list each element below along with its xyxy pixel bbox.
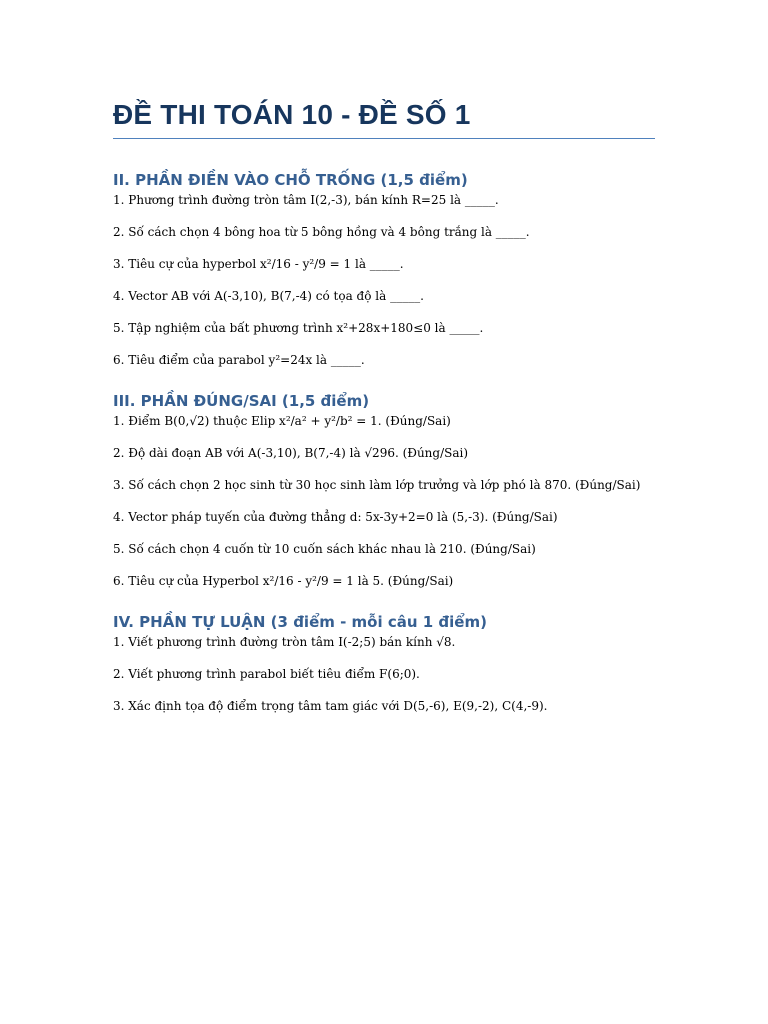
section-essay (113, 611, 655, 715)
question-item: 1. Viết phương trình đường tròn tâm I(-2;5) bán kính √8. (113, 635, 456, 649)
document-title: ĐỀ THI TOÁN 10 - ĐỀ SỐ 1 (113, 96, 655, 139)
section-fill-in-blank (113, 169, 655, 369)
question-item: 3. Tiêu cự của hyperbol x²/16 - y²/9 = 1 là _____. (113, 257, 404, 271)
question-item: 6. Tiêu điểm của parabol y²=24x là _____. (113, 353, 365, 367)
question-item: 1. Phương trình đường tròn tâm I(2,-3), bán kính R=25 là _____. (113, 193, 499, 207)
section-heading: II. PHẦN ĐIỀN VÀO CHỖ TRỐNG (1,5 điểm) (113, 171, 468, 189)
question-item: 3. Số cách chọn 2 học sinh từ 30 học sinh làm lớp trưởng và lớp phó là 870. (Đúng/Sai) (113, 478, 641, 492)
section-true-false (113, 390, 655, 590)
question-item: 5. Số cách chọn 4 cuốn từ 10 cuốn sách khác nhau là 210. (Đúng/Sai) (113, 542, 536, 556)
question-item: 2. Viết phương trình parabol biết tiêu điểm F(6;0). (113, 667, 420, 681)
question-list (113, 191, 655, 369)
question-item: 5. Tập nghiệm của bất phương trình x²+28x+180≤0 là _____. (113, 321, 484, 335)
question-list (113, 633, 655, 715)
question-item: 2. Độ dài đoạn AB với A(-3,10), B(7,-4) là √296. (Đúng/Sai) (113, 446, 469, 460)
document-body (113, 96, 655, 729)
question-item: 4. Vector pháp tuyến của đường thẳng d: 5x-3y+2=0 là (5,-3). (Đúng/Sai) (113, 510, 558, 524)
question-item: 6. Tiêu cự của Hyperbol x²/16 - y²/9 = 1 là 5. (Đúng/Sai) (113, 574, 454, 588)
question-item: 1. Điểm B(0,√2) thuộc Elip x²/a² + y²/b² = 1. (Đúng/Sai) (113, 414, 451, 428)
question-item: 4. Vector AB với A(-3,10), B(7,-4) có tọa độ là _____. (113, 289, 424, 303)
question-list (113, 412, 655, 590)
question-item: 2. Số cách chọn 4 bông hoa từ 5 bông hồng và 4 bông trắng là _____. (113, 225, 530, 239)
section-heading: IV. PHẦN TỰ LUẬN (3 điểm - mỗi câu 1 điểm) (113, 613, 487, 631)
section-heading: III. PHẦN ĐÚNG/SAI (1,5 điểm) (113, 392, 370, 410)
question-item: 3. Xác định tọa độ điểm trọng tâm tam giác với D(5,-6), E(9,-2), C(4,-9). (113, 699, 548, 713)
